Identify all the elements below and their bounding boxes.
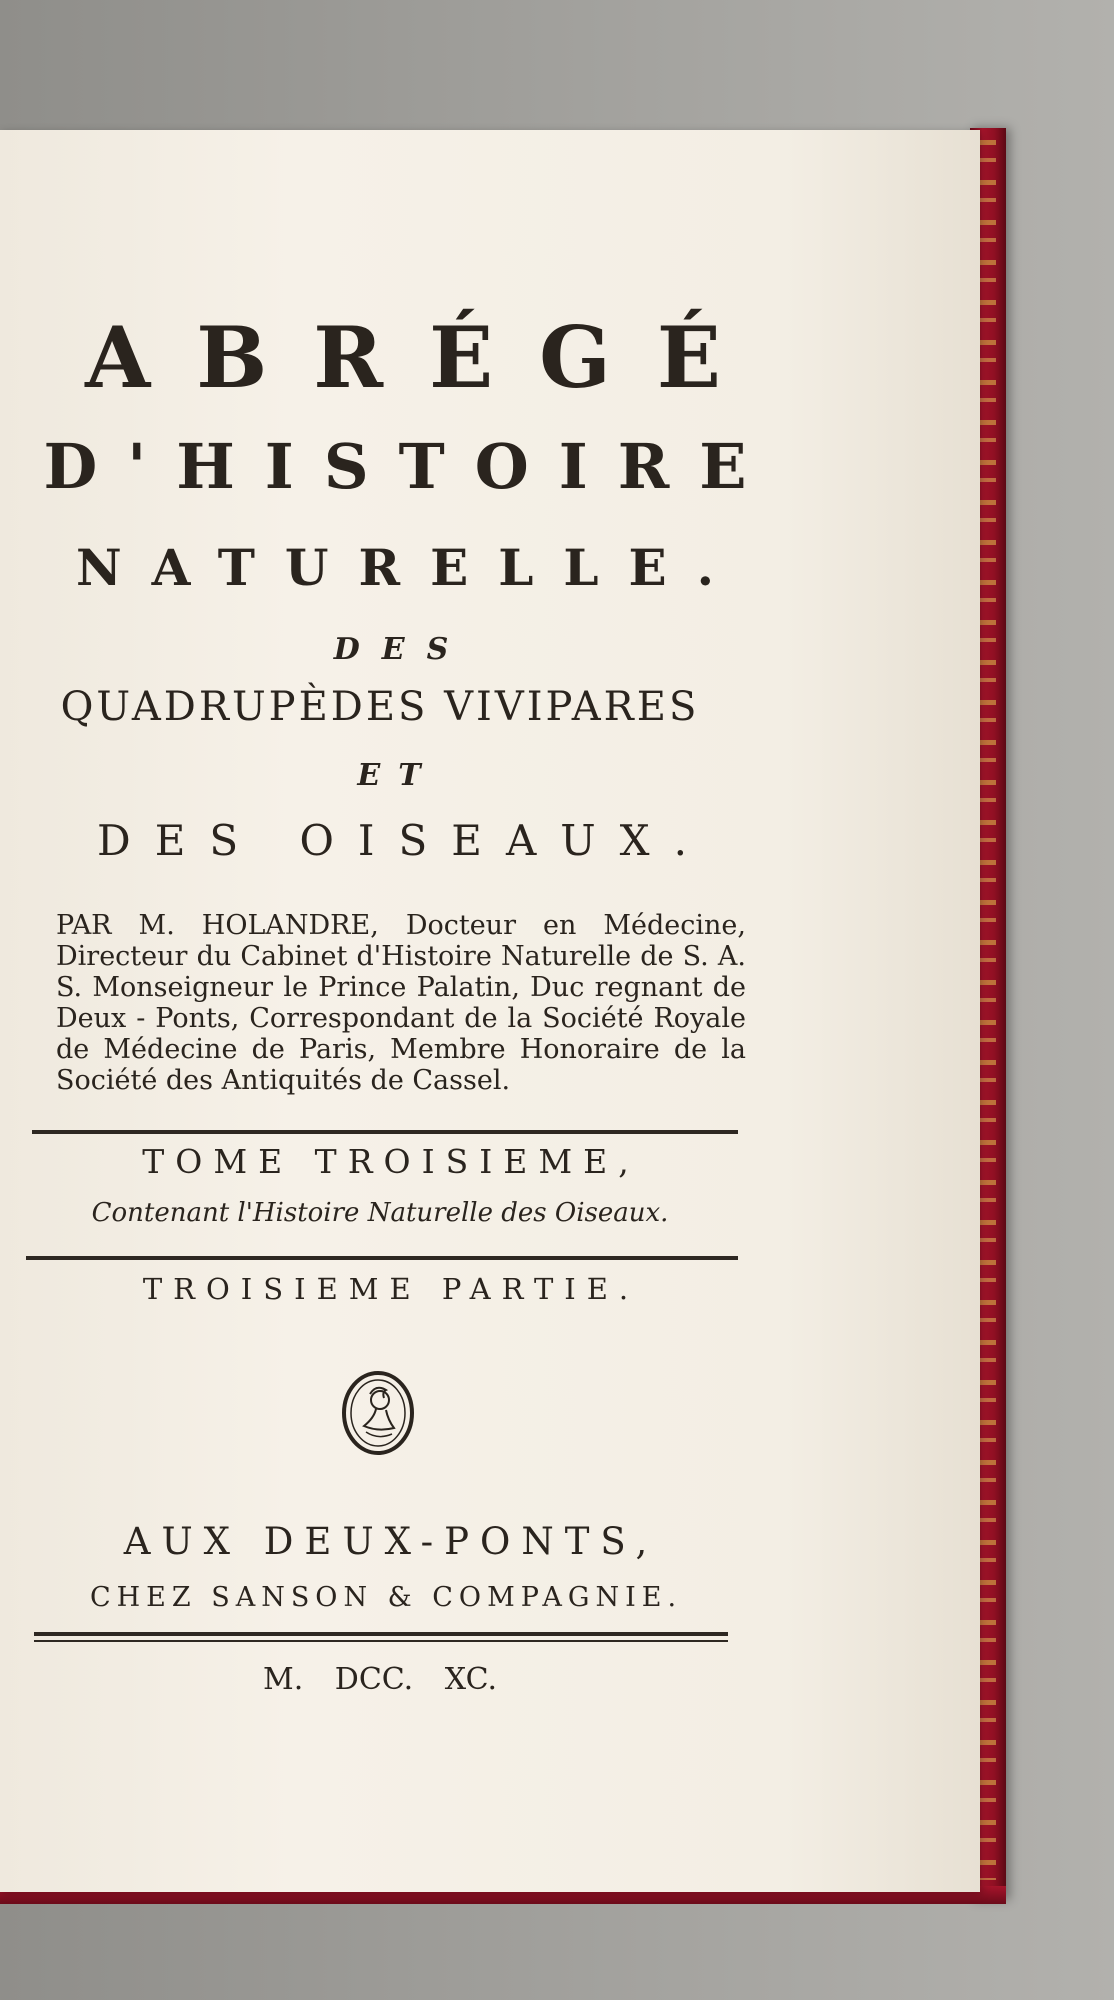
title-line-naturelle: NATURELLE. bbox=[75, 538, 745, 597]
rule-bottom bbox=[34, 1632, 728, 1636]
imprint-place: AUX DEUX-PONTS, bbox=[123, 1520, 659, 1563]
title-page bbox=[0, 130, 980, 1892]
author-block: PAR M. HOLANDRE, Docteur en Médecine, Directeur du Cabinet d'Histoire Naturelle de S. A. S. Monseigneur le Prince Palatin, Duc regnant de Deux - Ponts, Correspondant de la Société Royale de Médecine de Paris, Membre Honoraire de la Société des Antiquités de Cassel. bbox=[56, 910, 746, 1096]
subject-quadrupedes: QUADRUPÈDES VIVIPARES bbox=[60, 684, 700, 730]
gilt-decoration bbox=[980, 140, 996, 1880]
title-connector-des: DES bbox=[333, 632, 471, 667]
subject-oiseaux: DES OISEAUX. bbox=[97, 816, 711, 865]
part-label: TROISIEME PARTIE. bbox=[142, 1272, 640, 1306]
title-line-abrege: ABRÉGÉ bbox=[85, 308, 767, 407]
volume-contents: Contenant l'Histoire Naturelle des Oiseaux. bbox=[91, 1198, 669, 1228]
rule-bottom-thin bbox=[34, 1640, 728, 1642]
volume-label: TOME TROISIEME, bbox=[142, 1142, 640, 1181]
rule-middle bbox=[26, 1256, 738, 1260]
portrait-medallion-icon bbox=[340, 1370, 416, 1456]
title-line-histoire: D'HISTOIRE bbox=[43, 430, 777, 503]
rule-top bbox=[32, 1130, 738, 1134]
imprint-date: M. DCC. XC. bbox=[262, 1662, 497, 1697]
imprint-publisher: CHEZ SANSON & COMPAGNIE. bbox=[89, 1582, 683, 1613]
title-connector-et: ET bbox=[357, 758, 439, 793]
